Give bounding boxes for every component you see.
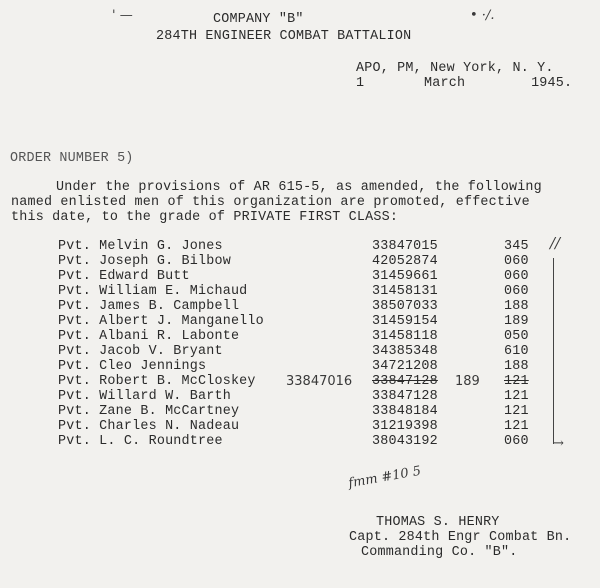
roster-name: Pvt. Albert J. Manganello [58,314,264,329]
roster-serial: 34385348 [372,344,438,359]
roster-name: Pvt. Edward Butt [58,269,190,284]
roster-name: Pvt. Jacob V. Bryant [58,344,223,359]
arrow-mark: → [553,436,564,451]
roster-name: Pvt. Melvin G. Jones [58,239,223,254]
roster-name: Pvt. Albani R. Labonte [58,329,240,344]
roster-serial: 33847128 [372,389,438,404]
roster-code: 060 [504,254,529,269]
roster-name: Pvt. Robert B. McCloskey [58,374,256,389]
signature-title-2: Commanding Co. "B". [361,545,518,560]
roster-code: 121 [504,389,529,404]
roster-serial: 38043192 [372,434,438,449]
paragraph-line-1: Under the provisions of AR 615-5, as amended, the following [56,180,542,195]
roster-name: Pvt. Zane B. McCartney [58,404,240,419]
paragraph-line-2: named enlisted men of this organization are promoted, effective [11,195,530,210]
roster-code: 060 [504,284,529,299]
roster-serial: 42052874 [372,254,438,269]
battalion-heading: 284TH ENGINEER COMBAT BATTALION [156,29,412,44]
roster-code: 121 [504,404,529,419]
roster-code: 060 [504,434,529,449]
signature-name: THOMAS S. HENRY [376,515,500,530]
handwritten-note: fmm #10 5 [347,463,423,492]
roster-serial: 38507033 [372,299,438,314]
roster-serial: 31459661 [372,269,438,284]
roster-name: Pvt. Joseph G. Bilbow [58,254,231,269]
roster-name: Pvt. Willard W. Barth [58,389,231,404]
roster-name: Pvt. William E. Michaud [58,284,248,299]
roster-code: 060 [504,269,529,284]
roster-code: 050 [504,329,529,344]
roster-serial: 31459154 [372,314,438,329]
apo-line: APO, PM, New York, N. Y. [356,61,554,76]
order-number: ORDER NUMBER 5) [10,151,134,166]
roster-serial: 34721208 [372,359,438,374]
roster-code-struck: 121 [504,374,529,389]
roster-serial: 31458118 [372,329,438,344]
signature-title-1: Capt. 284th Engr Combat Bn. [349,530,572,545]
roster-serial: 33848184 [372,404,438,419]
handwritten-serial-correction: 33847016 [286,374,353,389]
roster-code: 345 [504,239,529,254]
date-day: 1 [356,76,365,91]
date-month-year: March 1945. [424,76,573,91]
roster-name: Pvt. Charles N. Nadeau [58,419,240,434]
roster-name: Pvt. James B. Campbell [58,299,240,314]
check-mark: // [550,234,561,252]
company-heading: COMPANY "B" [213,12,304,27]
roster-serial-struck: 33847128 [372,374,438,389]
roster-name: Pvt. L. C. Roundtree [58,434,223,449]
roster-name: Pvt. Cleo Jennings [58,359,207,374]
roster-code: 188 [504,299,529,314]
top-left-mark: ' — [112,8,133,23]
roster-code: 121 [504,419,529,434]
roster-serial: 33847015 [372,239,438,254]
roster-code: 188 [504,359,529,374]
roster-serial: 31219398 [372,419,438,434]
paragraph-line-3: this date, to the grade of PRIVATE FIRST CLASS: [11,210,399,225]
roster-code: 610 [504,344,529,359]
top-right-mark: • ·/. [470,8,495,23]
roster-code: 189 [504,314,529,329]
bracket-line [552,258,554,444]
roster-serial: 31458131 [372,284,438,299]
handwritten-code-correction: 189 [455,374,480,389]
